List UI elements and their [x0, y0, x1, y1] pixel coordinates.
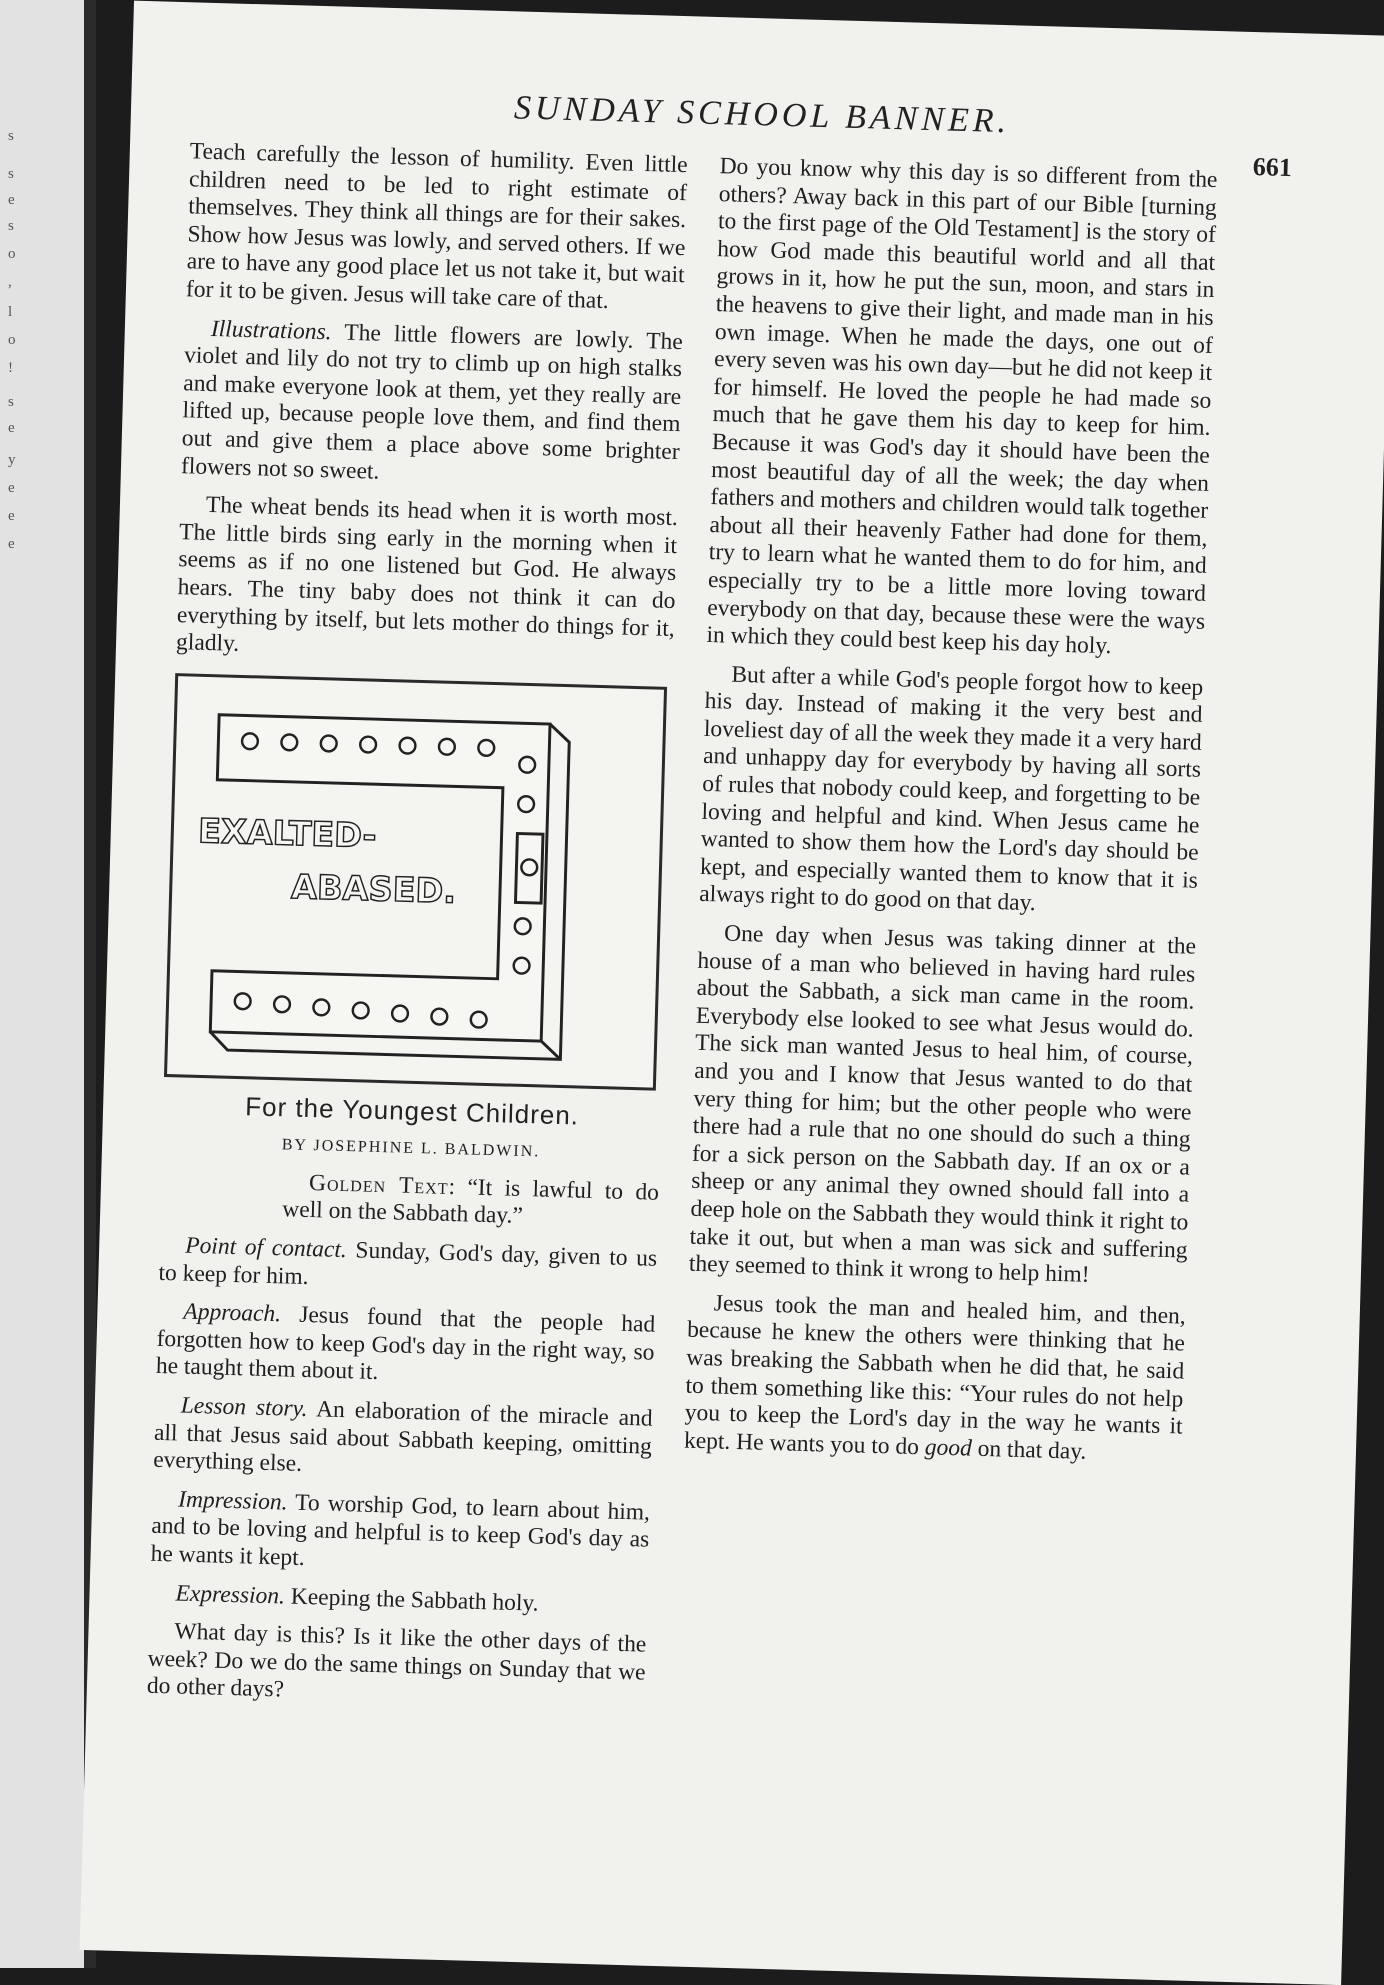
paragraph: Teach carefully the lesson of humility. Even little children need to be led to right estimate of themselves. They think all things are for their sakes. Show how Jesus was lowly, and served others. If we are to have any good place let us not take it, but wait for it to be given. Jesus will take care of that. [185, 138, 689, 315]
section-title: For the Youngest Children. [244, 1090, 580, 1131]
prev-page-char: ! [8, 360, 13, 376]
lesson-item [155, 1298, 655, 1395]
item-lead: Impression. [177, 1486, 288, 1516]
prev-page-char: o [8, 332, 16, 348]
magazine-page [80, 1, 1384, 1985]
paragraph [684, 1289, 1186, 1468]
prev-page-char: l [8, 304, 13, 320]
prev-page-char: e [8, 508, 15, 524]
golden-text-quote: : “It is lawful to do well on the Sabbath day.” [281, 1173, 660, 1230]
prev-page-char: s [8, 166, 14, 182]
item-text: Keeping the Sabbath holy. [284, 1583, 539, 1617]
right-column [683, 153, 1217, 1480]
item-lead: Approach. [183, 1298, 282, 1328]
prev-page-char: o [8, 246, 16, 262]
byline: BY JOSEPHINE L. BALDWIN. [281, 1136, 541, 1161]
lesson-item [150, 1486, 650, 1583]
prev-page-char: s [8, 218, 14, 234]
exalted-abased-illustration [164, 673, 667, 1091]
paragraph: But after a while God's people forgot how to keep his day. Instead of making it the very best and loveliest day of all the week they made it a very hard and unhappy day for everybody by having all sorts of rules that nobody could keep, and forgetting to be loving and helpful and kind. When Jesus came he wanted to show them how the Lord's day should be kept, and especially wanted them to know that it is always right to do good on that day. [698, 661, 1204, 917]
prev-page-char: s [8, 394, 14, 410]
figure-word-abased: ABASED. [290, 866, 457, 911]
previous-page-edge [0, 0, 96, 1968]
left-column [146, 138, 688, 1725]
page-number: 661 [1252, 151, 1293, 183]
paragraph-lead: Illustrations. [210, 315, 333, 345]
lesson-item [153, 1392, 653, 1489]
prev-page-char: y [8, 452, 16, 468]
bracket-diagram [167, 676, 664, 1087]
golden-text [160, 1166, 659, 1235]
running-head: SUNDAY SCHOOL BANNER. [513, 89, 1011, 141]
lesson-item [149, 1579, 648, 1620]
paragraph-text: The little flowers are lowly. The violet and lily do not try to climb up on high stalks and make everyone look at them, yet they really are lifted up, because people love them, and find them out and give them a place above some brighter flowers not so sweet. [180, 318, 684, 485]
prev-page-char: s [8, 128, 14, 144]
item-lead: Expression. [175, 1580, 286, 1610]
paragraph: Do you know why this day is so different from the others? Away back in this part of our Bible [turning to the first page of the Old Testament] is the story of how God made this beautiful world and all that grows in it, how he put the sun, moon, and stars in the heavens to give their light, and made man in his own image. When he made the days, one out of every seven was his own day—but he did not keep it for himself. He loved the people he had made so much that he gave them his day to keep for him. Because it was God's day it should have been the most beautiful day of all the week; the day when fathers and mothers and children would talk together about all their heavenly Father had done for them, try to learn what he wanted them to do for him, and especially try to be a little more loving toward everybody on that day, because these were the ways in which they could best keep his day holy. [706, 153, 1218, 660]
emphasis-word: good [924, 1434, 973, 1462]
item-text: Jesus found that the people had forgotten how to keep God's day in the right way, so he taught them about it. [155, 1301, 656, 1386]
prev-page-char: , [8, 274, 12, 290]
item-text: An elaboration of the miracle and all that Jesus said about Sabbath keeping, omitting everything else. [152, 1396, 653, 1478]
item-text: To worship God, to learn about him, and to be loving and helpful is to keep God's day as he wants it kept. [150, 1489, 651, 1572]
prev-page-char: e [8, 480, 15, 496]
item-lead: Lesson story. [180, 1392, 308, 1423]
paragraph: What day is this? Is it like the other days of the week? Do we do the same things on Sunday that we do other days? [146, 1618, 647, 1703]
figure-word-exalted: EXALTED- [197, 811, 378, 855]
item-lead: Point of contact. [184, 1232, 348, 1264]
lesson-item [158, 1232, 657, 1301]
prev-page-char: e [8, 420, 15, 436]
golden-text-label: Golden Text [308, 1169, 449, 1200]
paragraph: The wheat bends its head when it is worth most. The little birds sing early in the morning when it seems as if no one listened but God. He always hears. The tiny baby does not think it can do everything by itself, but lets mother do things for it, gladly. [175, 492, 679, 657]
prev-page-char: e [8, 536, 15, 552]
paragraph-text: on that day. [971, 1435, 1087, 1465]
paragraph-text: Jesus took the man and healed him, and then, because he knew the others were thinking that he was breaking the Sabbath when he did that, he said to them something like this: “Your rules do not help you to keep the Lord's day in the way he wants it kept. He wants you to do [683, 1290, 1187, 1461]
paragraph: One day when Jesus was taking dinner at the house of a man who believed in having hard rules about the Sabbath, a sick man came in the room. Everybody else looked to see what Jesus would do. The sick man wanted Jesus to heal him, of course, and you and I know that Jesus wanted to do that very thing for him; but the other people who were there had a rule that no one should do such a thing for a sick person on the Sabbath day. If an ox or a sheep or any animal they owned should fall into a deep hole on the Sabbath they would think it right to take it out, but when a man was sick and suffering they seemed to think it wrong to help him! [688, 920, 1197, 1289]
item-text: Sunday, God's day, given to us to keep for him. [158, 1237, 658, 1290]
paragraph [181, 315, 683, 494]
prev-page-char: e [8, 192, 15, 208]
